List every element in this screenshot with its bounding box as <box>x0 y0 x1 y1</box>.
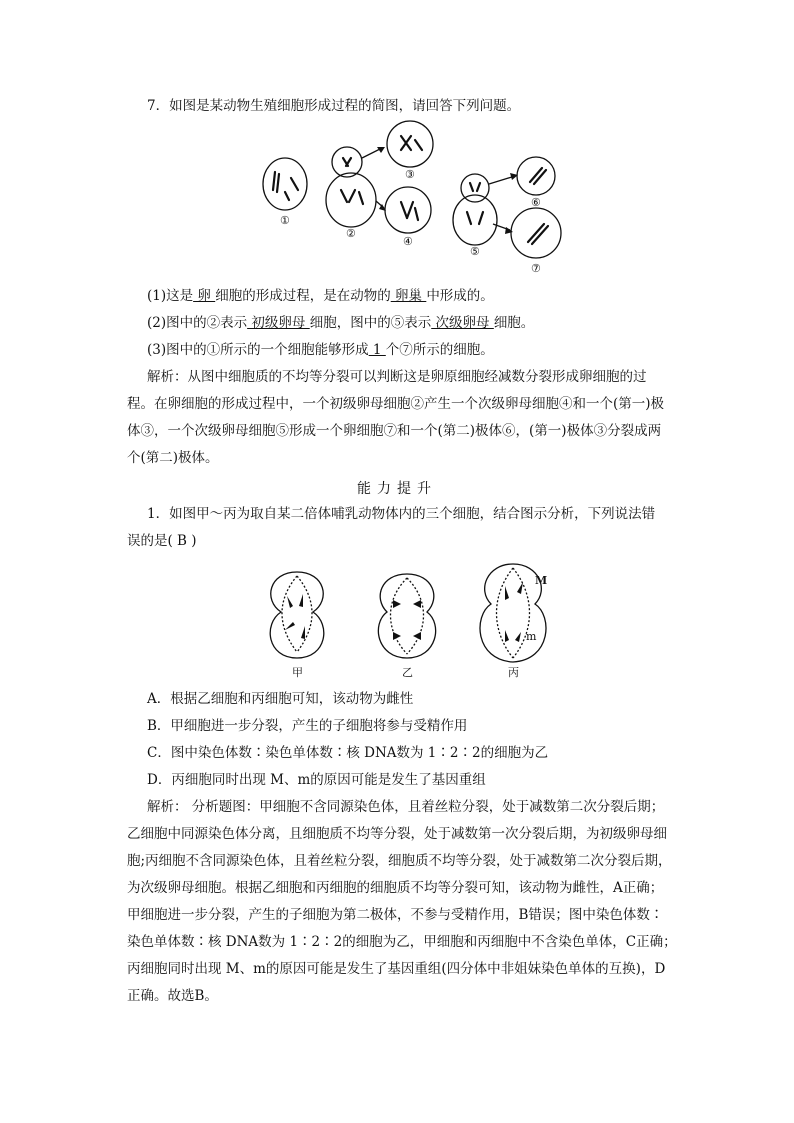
q7-answer-2: (2)图中的②表示 初级卵母 细胞，图中的⑤表示 次级卵母 细胞。 <box>147 315 535 331</box>
label-7: ⑦ <box>531 262 541 275</box>
label-4: ④ <box>403 235 413 248</box>
gene-label-m: m <box>526 630 537 643</box>
q7-explain-line: 程。在卵细胞的形成过程中，一个初级卵母细胞②产生一个次级卵母细胞④和一个(第一)极 <box>127 396 665 412</box>
q1-explain-line: 染色单体数∶核 DNA数为 1∶2∶2的细胞为乙，甲细胞和丙细胞中不含染色单体，C正确； <box>127 934 677 950</box>
section-title: 能力提升 <box>357 481 437 497</box>
oogenesis-diagram <box>255 120 575 280</box>
gene-label-M: M <box>535 574 548 587</box>
q7-explain-line: 解析：从图中细胞质的不均等分裂可以判断这是卵原细胞经减数分裂形成卵细胞的过 <box>147 369 647 385</box>
cell-2-top <box>332 147 362 177</box>
q7-answer-3: (3)图中的①所示的一个细胞能够形成 1 个⑦所示的细胞。 <box>147 342 494 358</box>
q1-explain-line: 解析： 分析题图：甲细胞不含同源染色体，且着丝粒分裂，处于减数第二次分裂后期； <box>147 799 665 815</box>
cell-4 <box>385 187 431 233</box>
q1-explain-line: 丙细胞同时出现 M、m的原因可能是发生了基因重组(四分体中非姐妹染色单体的互换)，D <box>127 961 666 977</box>
q7-explain-line: 体③，一个次级卵母细胞⑤形成一个卵细胞⑦和一个(第二)极体⑥，(第一)极体③分裂成两 <box>127 423 662 439</box>
label-bing: 丙 <box>508 666 519 679</box>
label-6: ⑥ <box>531 196 541 209</box>
label-5: ⑤ <box>470 245 480 258</box>
label-jia: 甲 <box>292 666 303 679</box>
q1-explain-line: 为次级卵母细胞。根据乙细胞和丙细胞的细胞质不均等分裂可知，该动物为雌性，A正确； <box>127 880 664 896</box>
q7-stem: 7．如图是某动物生殖细胞形成过程的简图，请回答下列问题。 <box>147 98 521 114</box>
label-yi: 乙 <box>402 666 413 679</box>
label-2: ② <box>346 227 356 240</box>
q1-option-b: B．甲细胞进一步分裂，产生的子细胞将参与受精作用 <box>147 718 468 734</box>
q1-stem-line: 误的是( B ) <box>127 533 197 549</box>
q7-explain-line: 个(第二)极体。 <box>127 450 219 466</box>
q1-explain-line: 甲细胞进一步分裂，产生的子细胞为第二极体，不参与受精作用，B错误；图中染色体数∶ <box>127 907 664 923</box>
q1-explain-line: 正确。故选B。 <box>127 988 218 1004</box>
cell-yi <box>378 574 435 658</box>
label-1: ① <box>280 214 290 227</box>
label-3: ③ <box>405 168 415 181</box>
cell-jia <box>270 572 324 658</box>
q1-option-c: C．图中染色体数∶染色单体数∶核 DNA数为 1∶2∶2的细胞为乙 <box>147 745 549 761</box>
q7-answer-1: (1)这是 卵 细胞的形成过程，是在动物的 卵巢 中形成的。 <box>147 288 494 304</box>
three-cells-diagram <box>255 560 555 685</box>
q1-option-a: A．根据乙细胞和丙细胞可知，该动物为雌性 <box>147 691 414 707</box>
q1-explain-line: 乙细胞中同源染色体分离，且细胞质不均等分裂，处于减数第一次分裂后期，为初级卵母细 <box>127 826 667 842</box>
q1-option-d: D．丙细胞同时出现 M、m的原因可能是发生了基因重组 <box>147 772 486 788</box>
q1-explain-line: 胞;丙细胞不含同源染色体，且着丝粒分裂，细胞质不均等分裂，处于减数第二次分裂后期， <box>127 853 672 869</box>
cell-1 <box>263 158 307 210</box>
cell-3 <box>387 121 433 167</box>
q1-stem-line: 1．如图甲～丙为取自某二倍体哺乳动物体内的三个细胞，结合图示分析，下列说法错 <box>147 506 656 522</box>
